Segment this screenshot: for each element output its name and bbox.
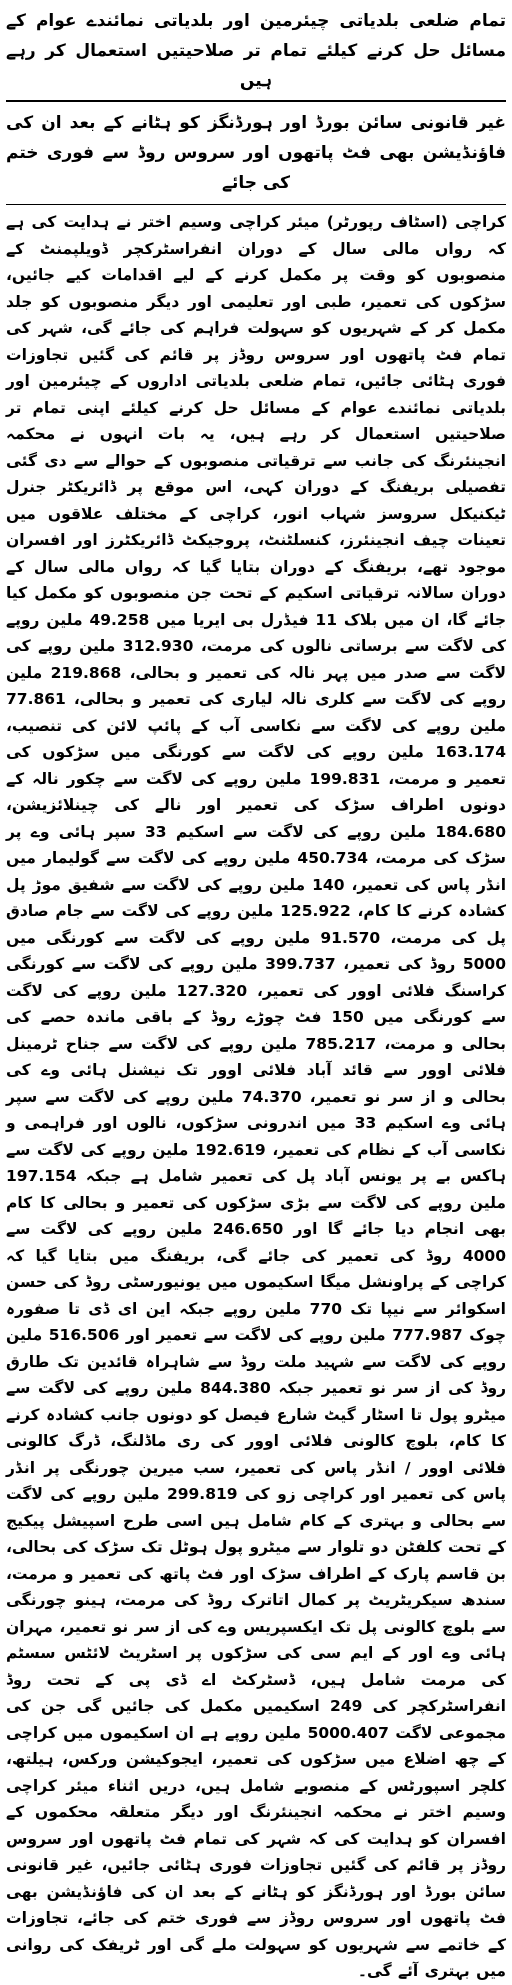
headline-divider [6,100,506,102]
headline-primary: تمام ضلعی بلدیاتی چیئرمین اور بلدیاتی نمائندے عوام کے مسائل حل کرنے کیلئے تمام تر صلاحیتیں استعمال کر رہے ہیں [6,11,506,91]
headline-secondary: غیر قانونی سائن بورڈ اور ہورڈنگز کو ہٹانے کے بعد ان کی فاؤنڈیشن بھی فٹ پاتھوں اور سروس روڈ سے فوری ختم کی جائے [6,113,506,193]
article-body: کراچی (اسٹاف رپورٹر) میئر کراچی وسیم اختر نے ہدایت کی ہے کہ رواں مالی سال کے دوران انفراسٹرکچر ڈویلپمنٹ کے منصوبوں کو وقت پر مکمل کرنے کے لیے اقدامات کیے جائیں، سڑکوں کی تعمیر، طبی اور تعلیمی اور دیگر منصوبوں کو جلد مکمل کر کے شہریوں کو سہولت فراہم کی جائے گی، شہر کی تمام فٹ پاتھوں اور سروس روڈز پر قائم کی گئیں تجاوزات فوری ہٹائی جائیں، تمام ضلعی بلدیاتی اداروں کے چیئرمین اور بلدیاتی نمائندے عوام کے مسائل حل کرنے کیلئے اپنی تمام تر صلاحیتیں استعمال کر رہے ہیں، یہ بات انہوں نے محکمہ انجینئرنگ کی جانب سے ترقیاتی منصوبوں کے حوالے سے دی گئی تفصیلی بریفنگ کے دوران کہی، اس موقع پر ڈائریکٹر جنرل ٹیکنیکل سروسز شہاب انور، کراچی کے مختلف علاقوں میں تعینات چیف انجینئرز، کنسلٹنٹ، پروجیکٹ ڈائریکٹرز اور افسران موجود تھے، بریفنگ کے دوران بتایا گیا کہ رواں مالی سال کے دوران سالانہ ترقیاتی اسکیم کے تحت جن منصوبوں کو مکمل کیا جائے گا، ان میں بلاک 11 فیڈرل بی ایریا میں 49.258 ملین روپے کی لاگت سے برساتی نالوں کی مرمت، 312.930 ملین روپے کی لاگت سے صدر میں پہر نالہ کی تعمیر و بحالی، 219.868 ملین روپے کی لاگت سے کلری نالہ لیاری کی تعمیر و بحالی، 77.861 ملین روپے کی لاگت سے نکاسی آب کے پائپ لائن کی تنصیب، 163.174 ملین روپے کی لاگت سے کورنگی میں سڑکوں کی تعمیر و مرمت، 199.831 ملین روپے کی لاگت سے چکور نالہ کے دونوں اطراف سڑک کی تعمیر اور نالے کی چینلائزیشن، 184.680 ملین روپے کی لاگت سے اسکیم 33 سپر ہائی وے پر سڑک کی مرمت، 450.734 ملین روپے کی لاگت سے گولیمار میں انڈر پاس کی تعمیر، 140 ملین روپے کی لاگت سے شفیق موڑ پل کشادہ کرنے کا کام، 125.922 ملین روپے کی لاگت سے جام صادق پل کی مرمت، 91.570 ملین روپے کی لاگت سے کورنگی میں 5000 روڈ کی تعمیر، 399.737 ملین روپے کی لاگت سے کورنگی کراسنگ فلائی اوور کی تعمیر، 127.320 ملین روپے کی لاگت سے کورنگی میں 150 فٹ چوڑے روڈ کے باقی ماندہ حصے کی بحالی و مرمت، 785.217 ملین روپے کی لاگت سے جناح ٹرمینل فلائی اوور سے قائد آباد فلائی اوور تک نیشنل ہائی وے کی بحالی و از سر نو تعمیر، 74.370 ملین روپے کی لاگت سے سپر ہائی وے اسکیم 33 میں اندرونی سڑکوں، نالوں اور فراہمی و نکاسی آب کے نظام کی تعمیر، 192.619 ملین روپے کی لاگت سے ہاکس بے پر یونس آباد پل کی تعمیر شامل ہے جبکہ 197.154 ملین روپے کی لاگت سے بڑی سڑکوں کی تعمیر و بحالی کا کام بھی انجام دیا جائے گا اور 246.650 ملین روپے کی لاگت سے 4000 روڈ کی تعمیر کی جائے گی، بریفنگ میں بتایا گیا کہ کراچی کے پراونشل میگا اسکیموں میں یونیورسٹی روڈ کی حسن اسکوائر سے نیپا تک 770 ملین روپے جبکہ این ای ڈی تا صفورہ چوک 777.987 ملین روپے کی لاگت سے تعمیر اور 516.506 ملین روپے کی لاگت سے شہید ملت روڈ سے شاہراہ قائدین تک طارق روڈ کی از سر نو تعمیر جبکہ 844.380 ملین روپے کی لاگت سے میٹرو پول تا اسٹار گیٹ شارع فیصل کو دونوں جانب کشادہ کرنے کا کام، بلوچ کالونی فلائی اوور کی ری ماڈلنگ، ڈرگ کالونی فلائی اوور / انڈر پاس کی تعمیر، سب میرین چورنگی پر انڈر پاس کی تعمیر اور کراچی زو کی 299.819 ملین روپے کی لاگت سے بحالی و بہتری کے کام شامل ہیں اسی طرح اسپیشل پیکیج کے تحت کلفٹن دو تلوار سے میٹرو پول ہوٹل تک سڑک کی بحالی، بن قاسم پارک کے اطراف سڑک اور فٹ پاتھ کی تعمیر و مرمت، سندھ سیکریٹریٹ پر کمال اتاترک روڈ کی مرمت، ہینو چورنگی سے بلوچ کالونی پل تک ایکسپریس وے کی از سر نو تعمیر، مہران ہائی وے اور کے ایم سی کی سڑکوں پر اسٹریٹ لائٹس سسٹم کی مرمت شامل ہیں، ڈسٹرکٹ اے ڈی پی کے تحت روڈ انفراسٹرکچر کی 249 اسکیمیں مکمل کی جائیں گی جن کی مجموعی لاگت 5000.407 ملین روپے ہے ان اسکیموں میں کراچی کے چھ اضلاع میں سڑکوں کی تعمیر، ایجوکیشن ورکس، ہیلتھ، کلچر اسپورٹس کے منصوبے شامل ہیں، دریں اثناء میئر کراچی وسیم اختر نے محکمہ انجینئرنگ اور دیگر متعلقہ محکموں کے افسران کو ہدایت کی کہ شہر کی تمام فٹ پاتھوں اور سروس روڈز پر قائم کی گئیں تجاوزات فوری ہٹائی جائیں، غیر قانونی سائن بورڈ اور ہورڈنگز کو ہٹانے کے بعد ان کی فاؤنڈیشن بھی فٹ پاتھوں اور سروس روڈز سے فوری ختم کی جائے، تجاوزات کے خاتمے سے شہریوں کو سہولت ملے گی اور ٹریفک کی روانی میں بہتری آئے گی۔ [6,213,507,1980]
body-divider [6,204,506,205]
